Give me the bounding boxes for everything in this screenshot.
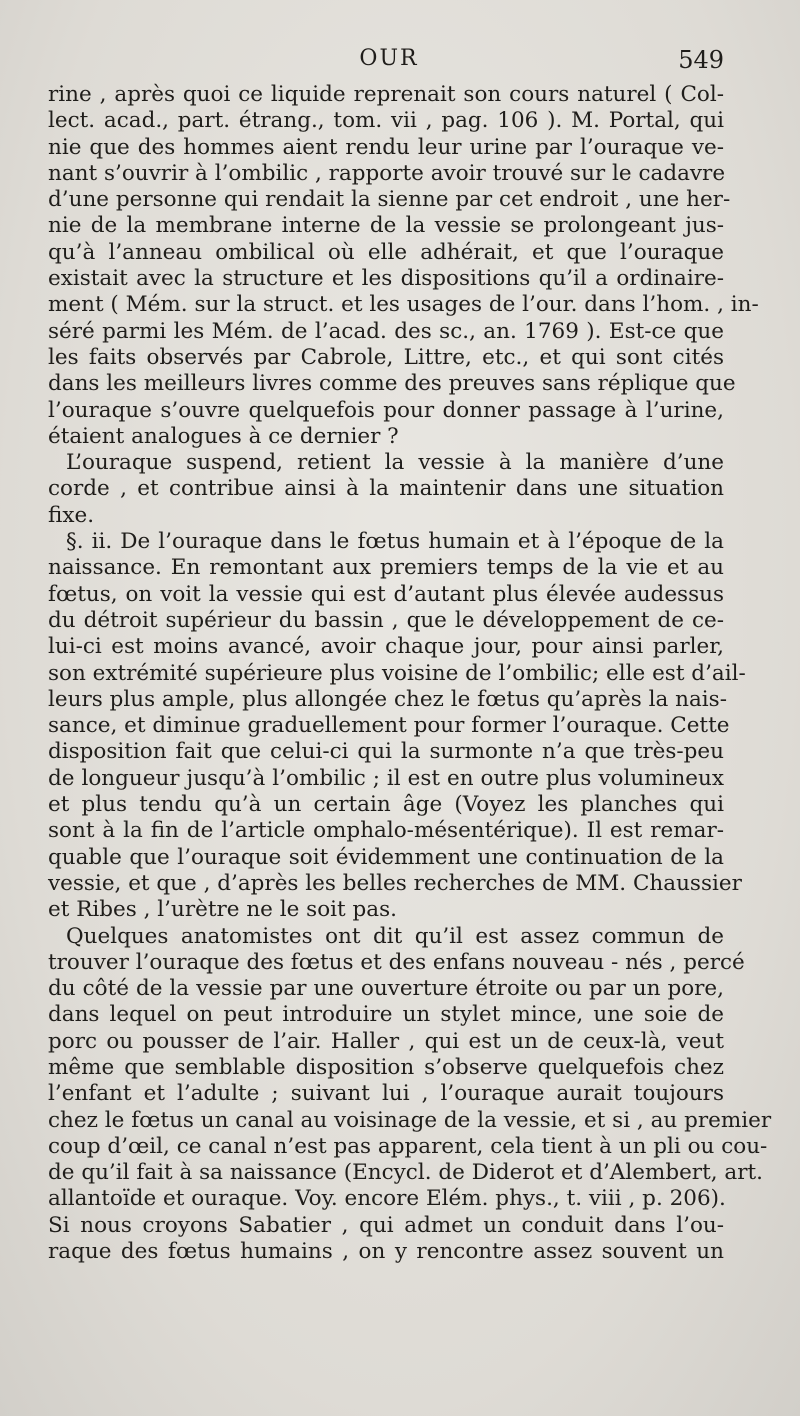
page-header (54, 46, 724, 82)
text-line: allantoïde et ouraque. Voy. encore Elém. phys., t. viii , p. 206). (48, 1186, 726, 1212)
text-line: nie de la membrane interne de la vessie se prolongeant jus- (48, 213, 724, 239)
text-line: ment ( Mém. sur la struct. et les usages de l’our. dans l’hom. , in- (48, 292, 759, 318)
text-line: et plus tendu qu’à un certain âge (Voyez les planches qui (48, 792, 724, 818)
text-line: chez le fœtus un canal au voisinage de la vessie, et si , au premier (48, 1107, 772, 1133)
text-line: coup d’œil, ce canal n’est pas apparent, cela tient à un pli ou cou- (48, 1133, 768, 1159)
text-line: porc ou pousser de l’air. Haller , qui est un de ceux-là, veut (48, 1028, 724, 1054)
text-line: fœtus, on voit la vessie qui est d’autant plus élevée audessus (48, 581, 724, 607)
text-line: dans lequel on peut introduire un stylet mince, une soie de (48, 1002, 724, 1028)
text-line: et Ribes , l’urètre ne le soit pas. (48, 897, 397, 923)
text-line: vessie, et que , d’après les belles recherches de MM. Chaussier (48, 870, 742, 896)
text-line: corde , et contribue ainsi à la maintenir dans une situation (48, 476, 724, 502)
text-line: l’enfant et l’adulte ; suivant lui , l’ouraque aurait toujours (48, 1081, 724, 1107)
text-line: naissance. En remontant aux premiers temps de la vie et au (48, 555, 724, 581)
text-line: nie que des hommes aient rendu leur urine par l’ouraque ve- (48, 134, 724, 160)
text-line: rine , après quoi ce liquide reprenait son cours naturel ( Col- (48, 82, 724, 107)
text-line: les faits observés par Cabrole, Littre, etc., et qui sont cités (48, 344, 724, 370)
text-line: quable que l’ouraque soit évidemment une continuation de la (48, 844, 724, 870)
text-line: du détroit supérieur du bassin , que le développement de ce- (48, 607, 724, 633)
body-text (48, 82, 772, 1265)
text-line: trouver l’ouraque des fœtus et des enfans nouveau - nés , percé (48, 949, 745, 975)
text-line: du côté de la vessie par une ouverture étroite ou par un pore, (48, 976, 724, 1002)
text-line: l’ouraque s’ouvre quelquefois pour donner passage à l’urine, (48, 397, 724, 423)
text-line: existait avec la structure et les dispositions qu’il a ordinaire- (48, 266, 724, 292)
text-line: de qu’il fait à sa naissance (Encycl. de Diderot et d’Alembert, art. (48, 1160, 763, 1186)
text-line: §. ii. De l’ouraque dans le fœtus humain et à l’époque de la (66, 529, 724, 555)
running-head: OUR (359, 46, 419, 71)
text-line: sance, et diminue graduellement pour former l’ouraque. Cette (48, 713, 730, 739)
text-line: étaient analogues à ce dernier ? (48, 423, 399, 449)
text-line: Quelques anatomistes ont dit qu’il est assez commun de (66, 923, 724, 949)
text-line: raque des fœtus humains , on y rencontre assez souvent un (48, 1239, 724, 1265)
text-line: L’ouraque suspend, retient la vessie à la manière d’une (66, 450, 724, 476)
text-line: sont à la fin de l’article omphalo-mésentérique). Il est remar- (48, 818, 724, 844)
page-number: 549 (678, 46, 724, 74)
text-line: leurs plus ample, plus allongée chez le fœtus qu’après la nais- (48, 686, 727, 712)
text-line: dans les meilleurs livres comme des preuves sans réplique que (48, 371, 736, 397)
text-line: même que semblable disposition s’observe quelquefois chez (48, 1054, 724, 1080)
text-line: d’une personne qui rendait la sienne par cet endroit , une her- (48, 187, 731, 213)
text-line: Si nous croyons Sabatier , qui admet un conduit dans l’ou- (48, 1212, 724, 1238)
text-line: de longueur jusqu’à l’ombilic ; il est en outre plus volumineux (48, 765, 724, 791)
text-line: fixe. (48, 502, 95, 528)
text-line: lui-ci est moins avancé, avoir chaque jour, pour ainsi parler, (48, 634, 724, 660)
text-line: lect. acad., part. étrang., tom. vii , pag. 106 ). M. Portal, qui (48, 108, 724, 134)
text-line: nant s’ouvrir à l’ombilic , rapporte avoir trouvé sur le cadavre (48, 160, 726, 186)
text-line: son extrémité supérieure plus voisine de l’ombilic; elle est d’ail- (48, 660, 746, 686)
text-line: séré parmi les Mém. de l’acad. des sc., an. 1769 ). Est-ce que (48, 318, 724, 344)
text-line: disposition fait que celui-ci qui la surmonte n’a que très-peu (48, 739, 724, 765)
text-line: qu’à l’anneau ombilical où elle adhérait, et que l’ouraque (48, 239, 724, 265)
